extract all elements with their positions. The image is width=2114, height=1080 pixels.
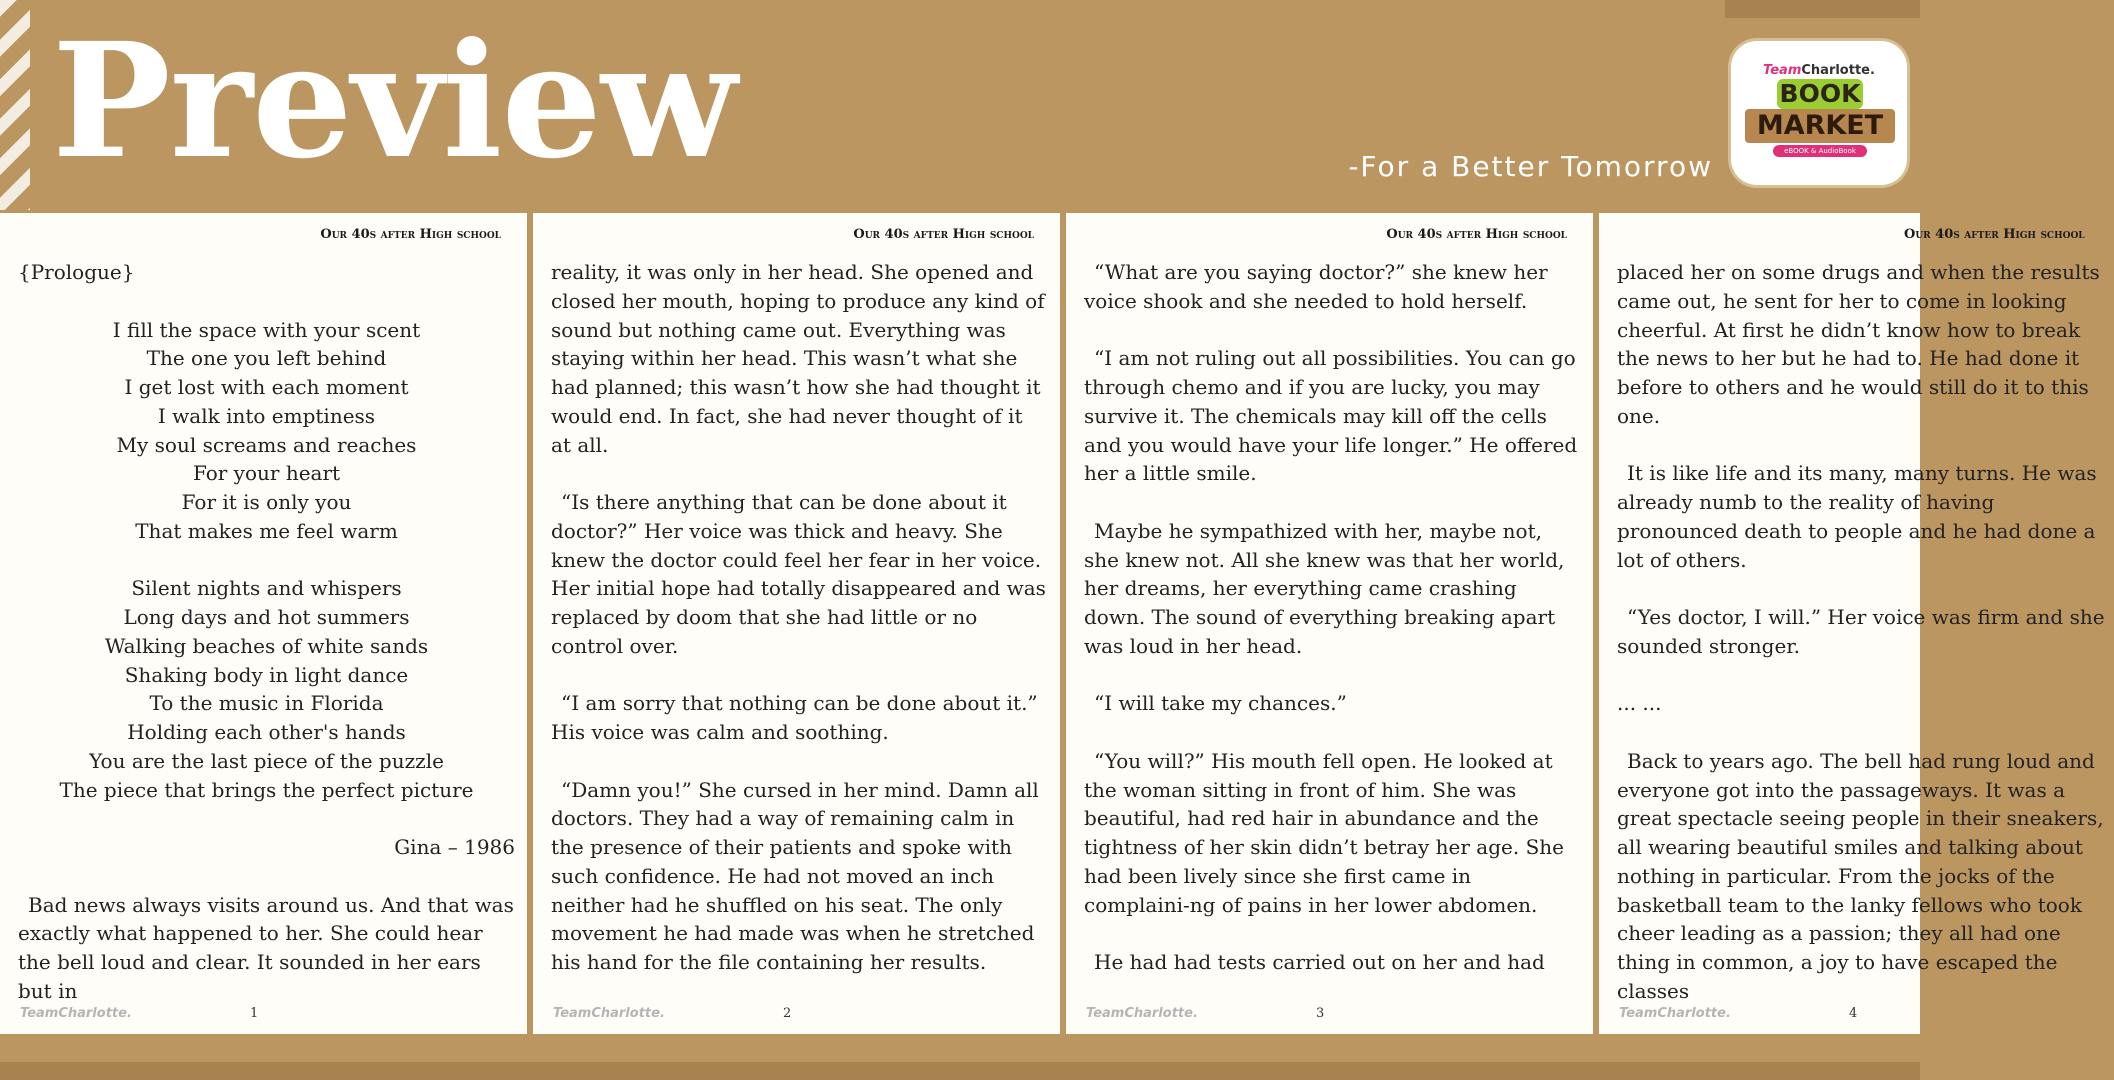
page-header: Our 40s after High school <box>1904 227 2085 242</box>
book-page-3 <box>1066 213 1593 1034</box>
logo-market-text: MARKET <box>1745 109 1895 143</box>
paragraph: “I am not ruling out all possibilities. You can go through chemo and if you are lucky, you may survive it. The chemicals may kill off the cells and you would have your life longer.” He offered her a little smile. <box>1084 346 1578 486</box>
footer-brand: TeamCharlotte. <box>20 1006 132 1021</box>
book-market-logo <box>1731 41 1907 185</box>
paragraph: ... ... <box>1617 691 1662 716</box>
banner-title: Preview <box>52 9 736 194</box>
footer-brand: TeamCharlotte. <box>553 1006 665 1021</box>
paragraph: “I am sorry that nothing can be done about it.” His voice was calm and soothing. <box>551 691 1038 744</box>
paragraph: “Damn you!” She cursed in her mind. Damn all doctors. They had a way of remaining calm in the presence of their patients and spoke with such confidence. He had not moved an inch neither had he shuffled on his seat. The only movement he had made was when he stretched his hand for the file containing her results. <box>551 777 1039 974</box>
page-number: 4 <box>1849 1006 1858 1021</box>
page-body <box>1084 258 1581 1006</box>
logo-team-text: TeamCharlotte. <box>1763 63 1875 78</box>
poem-line: I fill the space with your scent <box>112 317 421 342</box>
prologue-heading: {Prologue} <box>18 260 135 284</box>
poem-line: My soul screams and reaches <box>116 432 417 457</box>
paragraph: He had had tests carried out on her and had <box>1094 950 1545 974</box>
logo-book-text: BOOK <box>1777 79 1863 109</box>
poem-line: For your heart <box>192 461 341 486</box>
poem-signature: Gina – 1986 <box>394 835 515 859</box>
page-header: Our 40s after High school <box>320 227 501 242</box>
poem-line: Holding each other's hands <box>127 720 406 744</box>
paragraph: Bad news always visits around us. And that was exactly what happened to her. She could hear the bell loud and clear. It sounded in her ears but in <box>18 892 514 1003</box>
paragraph: Back to years ago. The bell had rung loud and everyone got into the passageways. It was a great spectacle seeing people in their sneakers, all wearing beautiful smiles and talking about nothing in particular. From the jocks of the basketball team to the lanky fellows who took cheer leading as a passion; they all had one thing in common, a joy to have escaped the classes <box>1617 748 2104 1003</box>
page-body <box>551 258 1048 1006</box>
top-accent-bar <box>1725 0 1920 18</box>
paragraph: placed her on some drugs and when the results came out, he sent for her to come in looking cheerful. At first he didn’t know how to break the news to her but he had to. He had done it before to others and he would still do it to this one. <box>1617 260 2100 428</box>
paragraph: “You will?” His mouth fell open. He looked at the woman sitting in front of him. She was beautiful, had red hair in abundance and the tightness of her skin didn’t betray her age. She had been lively since she first came in complaini-ng of pains in her lower abdomen. <box>1084 748 1564 917</box>
page-header: Our 40s after High school <box>853 227 1034 242</box>
paragraph: “Is there anything that can be done about it doctor?” Her voice was thick and heavy. She knew the doctor could feel her fear in her voice. Her initial hope had totally disappeared and was replaced by doom that she had little or no control over. <box>551 490 1046 658</box>
logo-sub-text: eBOOK & AudioBook <box>1773 145 1867 157</box>
paragraph: “What are you saying doctor?” she knew her voice shook and she needed to hold herself. <box>1084 260 1548 313</box>
poem-line: Shaking body in light dance <box>124 662 409 687</box>
poem-line: That makes me feel warm <box>135 518 398 543</box>
footer-brand: TeamCharlotte. <box>1619 1006 1731 1021</box>
page-body <box>18 258 515 1034</box>
poem-line: Silent nights and whispers <box>131 576 402 601</box>
poem-line: I get lost with each moment <box>124 375 409 399</box>
poem-line: The piece that brings the perfect picture <box>59 777 474 802</box>
paragraph: Maybe he sympathized with her, maybe not, she knew not. All she knew was that her world, her dreams, her everything came crashing down. The sound of everything breaking apart was loud in her head. <box>1084 518 1565 658</box>
decorative-stripes <box>0 0 30 210</box>
banner-tagline: -For a Better Tomorrow <box>1348 150 1713 183</box>
footer-brand: TeamCharlotte. <box>1086 1006 1198 1021</box>
poem-line: The one you left behind <box>146 346 387 371</box>
poem-line: For it is only you <box>181 490 352 514</box>
poem-line: To the music in Florida <box>149 691 384 716</box>
page-header: Our 40s after High school <box>1386 227 1567 242</box>
poem-line: Walking beaches of white sands <box>104 633 429 658</box>
page-number: 1 <box>250 1006 259 1021</box>
poem-stanza-1 <box>18 316 515 546</box>
page-number: 3 <box>1316 1006 1325 1021</box>
poem-stanza-2 <box>18 574 515 804</box>
poem-line: Long days and hot summers <box>123 605 410 629</box>
paragraph: “Yes doctor, I will.” Her voice was firm and she sounded stronger. <box>1617 605 2105 658</box>
paragraph: It is like life and its many, many turns. He was already numb to the reality of having pronounced death to people and he had done a lot of others. <box>1617 461 2097 572</box>
page-body <box>1617 258 2114 1034</box>
poem-line: I walk into emptiness <box>157 403 376 428</box>
book-page-4 <box>1599 213 2105 1034</box>
bottom-accent-bar <box>0 1062 1920 1080</box>
book-page-2 <box>533 213 1060 1034</box>
page-number: 2 <box>783 1006 792 1021</box>
paragraph: “I will take my chances.” <box>1094 691 1347 716</box>
paragraph: reality, it was only in her head. She opened and closed her mouth, hoping to produce any kind of sound but nothing came out. Everything was staying within her head. This wasn’t what she had planned; this wasn’t how she had thought it would end. In fact, she had never thought of it at all. <box>551 260 1045 457</box>
poem-line: You are the last piece of the puzzle <box>89 748 444 773</box>
book-page-1 <box>0 213 527 1034</box>
